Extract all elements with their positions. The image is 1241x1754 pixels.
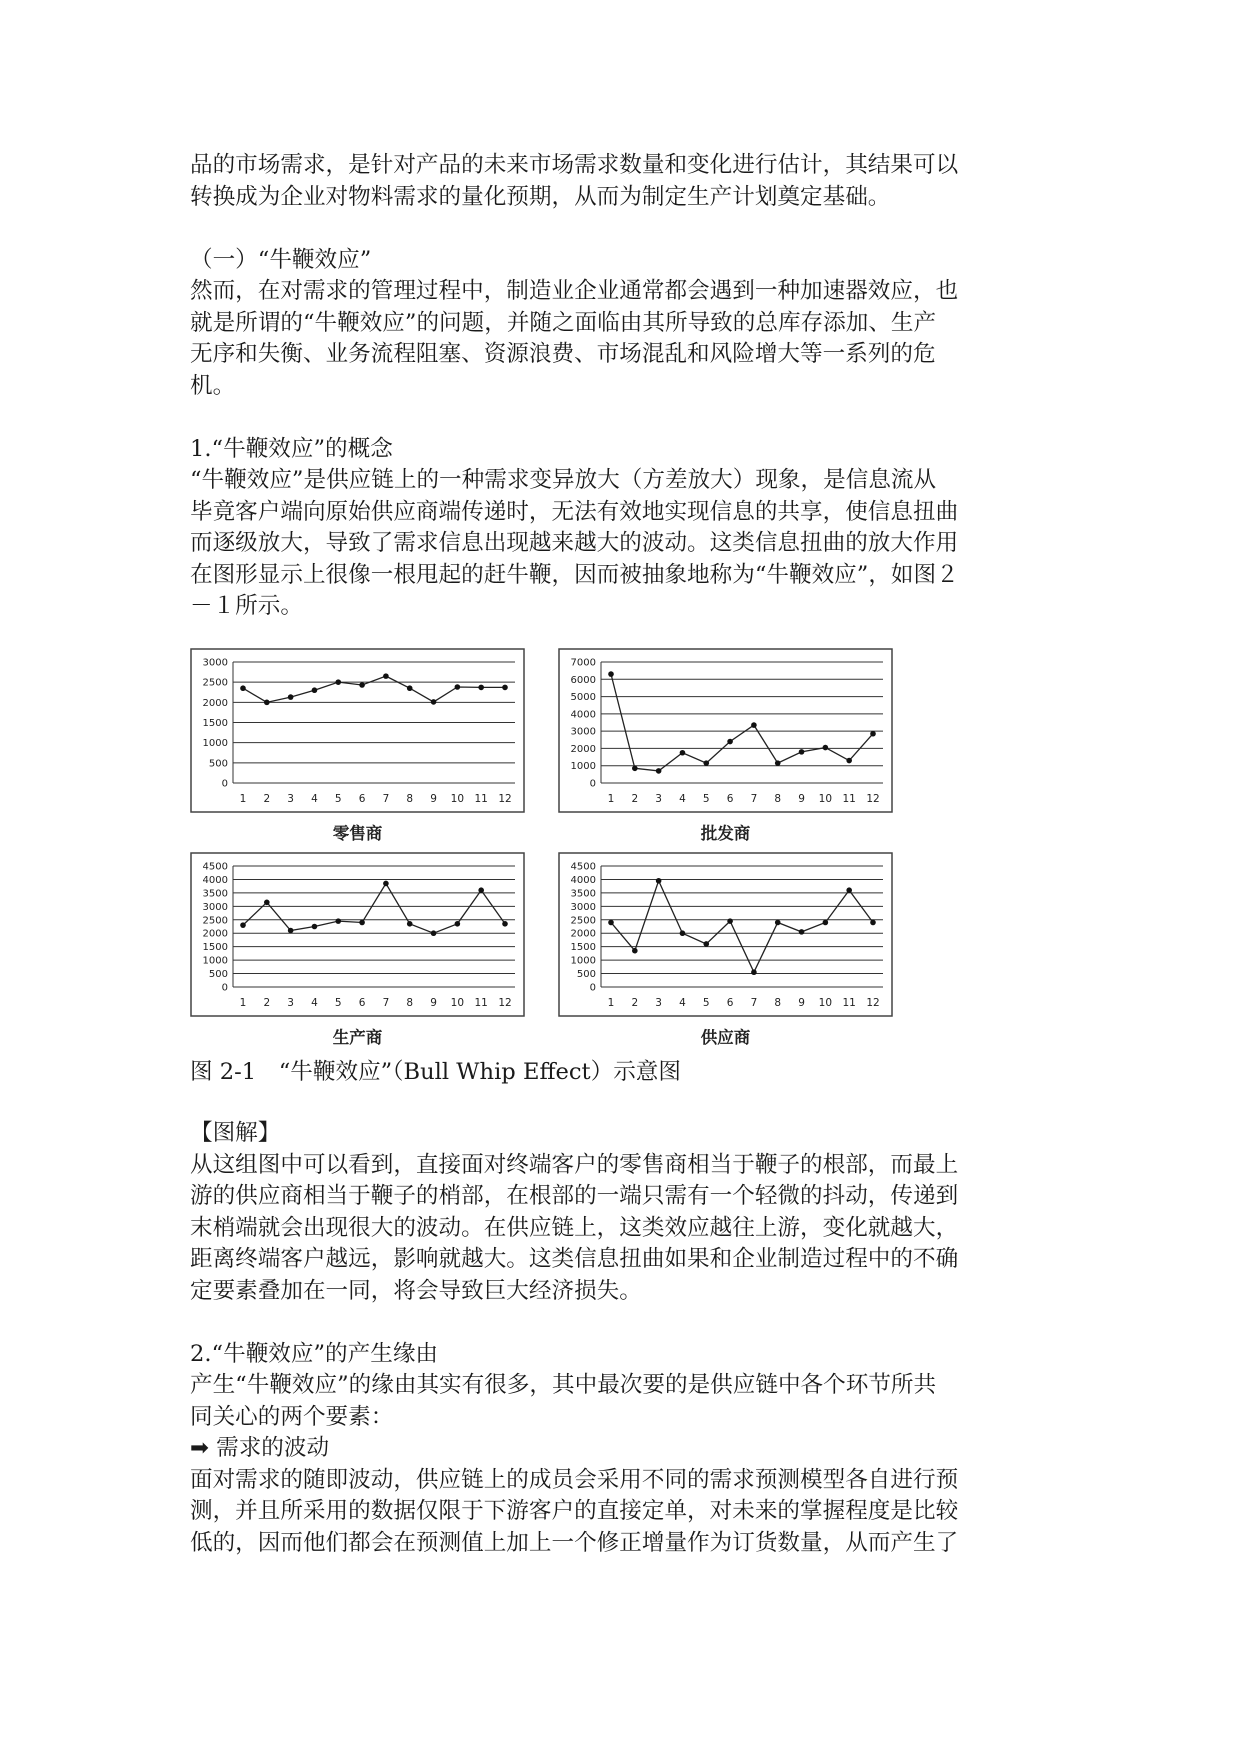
data-point (335, 679, 341, 685)
x-tick-label: 3 (655, 997, 662, 1009)
x-tick-label: 11 (842, 793, 856, 805)
y-tick-label: 3000 (570, 901, 596, 913)
text-line: 2.“牛鞭效应”的产生缘由 (190, 1340, 439, 1367)
text-line: 同关心的两个要素： (190, 1403, 394, 1430)
y-tick-label: 0 (589, 778, 596, 790)
text-line: 无序和失衡、业务流程阻塞、资源浪费、市场混乱和风险增大等一系列的危 (190, 341, 936, 367)
manufacturer-chart-svg (190, 852, 525, 1017)
x-tick-label: 3 (655, 793, 662, 805)
data-point (751, 722, 757, 728)
paragraph-gap (190, 402, 1060, 434)
y-tick-label: 3500 (202, 888, 228, 900)
text-line: 距离终端客户越远，影响就越大。这类信息扭曲如果和企业制造过程中的不确 (190, 1246, 959, 1272)
wholesaler-chart-title: 批发商 (700, 824, 751, 843)
data-point (455, 684, 461, 690)
data-point (632, 948, 638, 954)
x-tick-label: 7 (750, 793, 758, 805)
x-tick-label: 2 (631, 997, 639, 1009)
data-point (870, 731, 876, 737)
data-point (846, 887, 852, 893)
manufacturer-chart-title: 生产商 (332, 1028, 383, 1047)
text-line: 1.“牛鞭效应”的概念 (190, 435, 393, 462)
data-point (680, 930, 686, 936)
y-tick-label: 1000 (570, 955, 596, 967)
x-tick-label: 1 (239, 997, 247, 1009)
y-tick-label: 2000 (202, 697, 228, 709)
data-point (312, 687, 318, 693)
x-tick-label: 2 (263, 997, 271, 1009)
bullwhip-figure (190, 648, 910, 1047)
x-tick-label: 7 (382, 793, 390, 805)
y-tick-label: 3000 (570, 726, 596, 738)
y-tick-label: 1000 (570, 761, 596, 773)
x-tick-label: 6 (726, 793, 734, 805)
data-point (359, 682, 365, 688)
x-tick-label: 11 (474, 793, 488, 805)
x-tick-label: 6 (358, 997, 366, 1009)
data-point (478, 685, 484, 691)
y-tick-label: 7000 (570, 657, 596, 669)
text-line: （一）“牛鞭效应” (190, 246, 372, 273)
x-tick-label: 1 (607, 997, 615, 1009)
y-tick-label: 3500 (570, 888, 596, 900)
data-point (632, 766, 638, 772)
right-arrow-icon: ➡ (190, 1435, 209, 1461)
data-point (383, 673, 389, 679)
x-tick-label: 8 (406, 793, 414, 805)
y-tick-label: 2500 (202, 915, 228, 927)
y-tick-label: 2000 (570, 743, 596, 755)
x-tick-label: 4 (311, 793, 318, 805)
data-point (383, 881, 389, 887)
y-tick-label: 500 (208, 969, 228, 981)
manufacturer-chart (190, 852, 525, 1017)
y-tick-label: 3000 (202, 901, 228, 913)
y-tick-label: 4000 (202, 874, 228, 886)
x-tick-label: 9 (430, 997, 437, 1009)
x-tick-label: 6 (358, 793, 366, 805)
x-tick-label: 5 (702, 793, 710, 805)
y-tick-label: 6000 (570, 674, 596, 686)
y-tick-label: 500 (576, 969, 596, 981)
data-point (703, 941, 709, 947)
data-point (335, 918, 341, 924)
y-tick-label: 2000 (202, 928, 228, 940)
y-tick-label: 2000 (570, 928, 596, 940)
x-tick-label: 11 (474, 997, 488, 1009)
y-tick-label: 1500 (202, 718, 228, 729)
supplier-chart-svg (558, 852, 893, 1017)
document-top-text (190, 150, 1060, 623)
data-point (240, 685, 246, 691)
data-point (288, 694, 294, 700)
y-tick-label: 2500 (570, 915, 596, 927)
x-tick-label: 1 (239, 793, 247, 805)
data-point (264, 900, 270, 906)
x-tick-label: 12 (866, 793, 880, 805)
data-point (264, 700, 270, 706)
retailer-chart (190, 648, 525, 813)
data-point (608, 671, 614, 677)
text-line: 转换成为企业对物料需求的量化预期，从而为制定生产计划奠定基础。 (190, 183, 891, 210)
retailer-chart-svg (190, 648, 525, 813)
text-line: 就是所谓的“牛鞭效应”的问题，并随之面临由其所导致的总库存添加、生产 (190, 309, 937, 336)
data-point (407, 921, 413, 927)
data-point (775, 760, 781, 766)
data-point (608, 920, 614, 926)
data-point (823, 745, 829, 751)
data-point (288, 928, 294, 934)
x-tick-label: 8 (774, 997, 782, 1009)
data-point (312, 924, 318, 930)
y-tick-label: 0 (221, 982, 228, 994)
y-tick-label: 3000 (202, 657, 228, 669)
x-tick-label: 10 (450, 793, 465, 805)
data-point (727, 918, 733, 924)
x-tick-label: 10 (818, 793, 833, 805)
data-point (799, 929, 805, 935)
x-tick-label: 4 (679, 997, 686, 1009)
text-line: 游的供应商相当于鞭子的梢部，在根部的一端只需有一个轻微的抖动，传递到 (190, 1183, 959, 1209)
x-tick-label: 10 (818, 997, 833, 1009)
text-line: 测，并且所采用的数据仅限于下游客户的直接定单，对未来的掌握程度是比较 (190, 1498, 959, 1524)
x-tick-label: 12 (498, 793, 512, 805)
x-tick-label: 6 (726, 997, 734, 1009)
x-tick-label: 9 (798, 793, 805, 805)
x-tick-label: 5 (702, 997, 710, 1009)
data-point (703, 760, 709, 766)
y-tick-label: 1500 (570, 942, 596, 954)
text-line: 而逐级放大，导致了需求信息出现越来越大的波动。这类信息扭曲的放大作用 (190, 530, 959, 556)
data-point (359, 920, 365, 926)
y-tick-label: 0 (221, 778, 228, 790)
x-tick-label: 7 (750, 997, 758, 1009)
bullet-text: 需求的波动 (216, 1435, 330, 1461)
supplier-chart (558, 852, 893, 1017)
figure-caption: 图 2-1 “牛鞭效应”（Bull Whip Effect）示意图 (190, 1059, 681, 1085)
x-tick-label: 9 (798, 997, 805, 1009)
text-line: 定要素叠加在一同，将会导致巨大经济损失。 (190, 1277, 642, 1304)
x-tick-label: 12 (866, 997, 880, 1009)
x-tick-label: 10 (450, 997, 465, 1009)
y-tick-label: 5000 (570, 692, 596, 704)
text-line: 【图解】 (190, 1120, 281, 1146)
data-point (502, 685, 508, 691)
data-point (431, 699, 437, 705)
text-line: 毕竟客户端向原始供应商端传递时，无法有效地实现信息的共享，使信息扭曲 (190, 498, 959, 525)
x-tick-label: 8 (774, 793, 782, 805)
data-point (502, 921, 508, 927)
x-tick-label: 2 (631, 793, 639, 805)
x-tick-label: 4 (679, 793, 686, 805)
chart-frame (191, 853, 524, 1016)
text-line: 品的市场需求，是针对产品的未来市场需求数量和变化进行估计，其结果可以 (190, 152, 959, 178)
text-line: 在图形显示上很像一根甩起的赶牛鞭，因而被抽象地称为“牛鞭效应”，如图２ (190, 561, 959, 588)
paragraph-gap (190, 213, 1060, 245)
y-tick-label: 4000 (570, 874, 596, 886)
text-line: 低的，因而他们都会在预测值上加上一个修正增量作为订货数量，从而产生了 (190, 1529, 959, 1556)
x-tick-label: 2 (263, 793, 271, 805)
x-tick-label: 3 (287, 997, 294, 1009)
text-line: 面对需求的随即波动，供应链上的成员会采用不同的需求预测模型各自进行预 (190, 1466, 959, 1493)
data-point (775, 920, 781, 926)
document-bottom-text (190, 1118, 1060, 1559)
y-tick-label: 4500 (202, 861, 228, 873)
x-tick-label: 9 (430, 793, 437, 805)
x-tick-label: 4 (311, 997, 318, 1009)
y-tick-label: 4500 (570, 861, 596, 873)
y-tick-label: 500 (208, 758, 228, 770)
x-tick-label: 8 (406, 997, 414, 1009)
x-tick-label: 12 (498, 997, 512, 1009)
data-point (656, 768, 662, 774)
x-tick-label: 11 (842, 997, 856, 1009)
data-point (240, 922, 246, 928)
supplier-chart-title: 供应商 (700, 1028, 751, 1047)
retailer-chart-title: 零售商 (332, 824, 383, 843)
x-tick-label: 3 (287, 793, 294, 805)
x-tick-label: 7 (382, 997, 390, 1009)
text-line: 产生“牛鞭效应”的缘由其实有很多，其中最次要的是供应链中各个环节所共 (190, 1372, 937, 1398)
y-tick-label: 0 (589, 982, 596, 994)
wholesaler-chart-svg (558, 648, 893, 813)
data-point (799, 749, 805, 755)
x-tick-label: 1 (607, 793, 615, 805)
paragraph-gap (190, 1307, 1060, 1339)
bullet-item (190, 1433, 1060, 1465)
data-point (431, 930, 437, 936)
data-point (680, 750, 686, 756)
data-point (823, 920, 829, 926)
data-point (870, 920, 876, 926)
text-line: “牛鞭效应”是供应链上的一种需求变异放大（方差放大）现象，是信息流从 (190, 467, 937, 493)
data-point (407, 685, 413, 691)
text-line: 然而，在对需求的管理过程中，制造业企业通常都会遇到一种加速器效应，也 (190, 278, 959, 304)
y-tick-label: 2500 (202, 677, 228, 689)
text-line: 末梢端就会出现很大的波动。在供应链上，这类效应越往上游，变化就越大， (190, 1214, 959, 1241)
data-point (455, 921, 461, 927)
x-tick-label: 5 (334, 997, 342, 1009)
data-point (656, 878, 662, 884)
chart-frame (191, 649, 524, 812)
data-point (727, 739, 733, 745)
data-point (478, 887, 484, 893)
wholesaler-chart (558, 648, 893, 813)
text-line: －１所示。 (190, 593, 303, 619)
text-line: 从这组图中可以看到，直接面对终端客户的零售商相当于鞭子的根部，而最上 (190, 1151, 959, 1178)
y-tick-label: 1000 (202, 738, 228, 750)
data-point (751, 969, 757, 975)
text-line: 机。 (190, 372, 236, 399)
y-tick-label: 4000 (570, 709, 596, 721)
y-tick-label: 1000 (202, 955, 228, 967)
x-tick-label: 5 (334, 793, 342, 805)
y-tick-label: 1500 (202, 942, 228, 954)
data-point (846, 758, 852, 764)
chart-frame (559, 853, 892, 1016)
